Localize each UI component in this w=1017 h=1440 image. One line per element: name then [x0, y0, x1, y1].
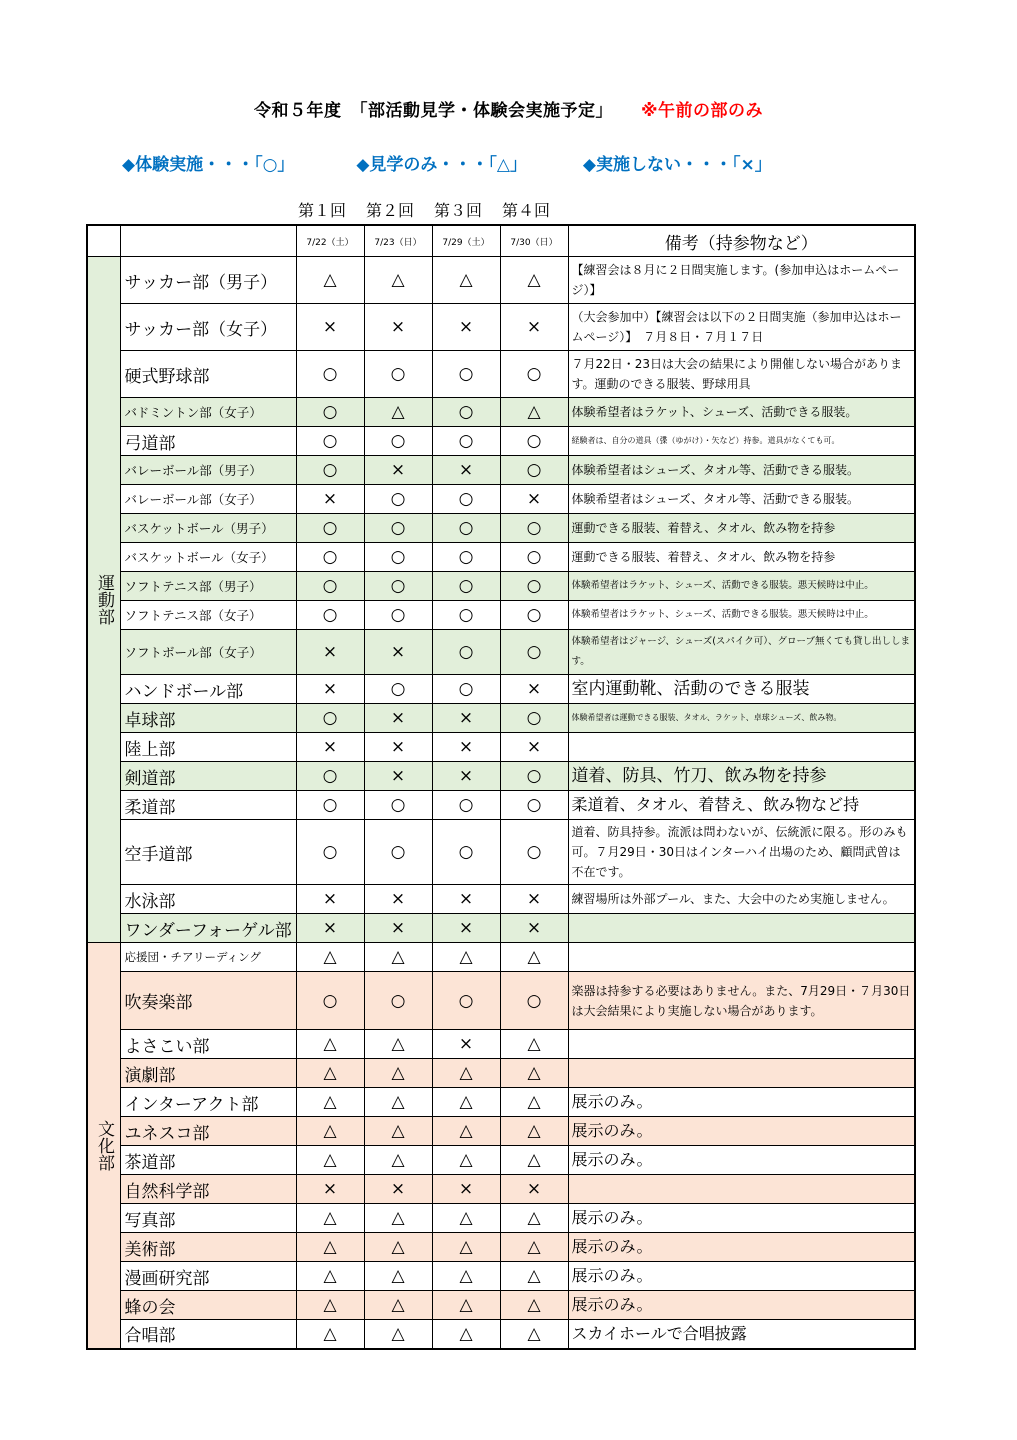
status-mark: ○	[500, 704, 568, 733]
status-mark: △	[364, 1088, 432, 1117]
table-row	[87, 398, 915, 427]
status-mark: ×	[432, 762, 500, 791]
status-mark: ○	[432, 820, 500, 885]
status-mark: ○	[364, 543, 432, 572]
status-mark: △	[500, 1059, 568, 1088]
status-mark: △	[296, 1291, 364, 1320]
table-row	[87, 427, 915, 456]
status-mark: △	[500, 943, 568, 972]
status-mark: △	[364, 1146, 432, 1175]
status-mark: ○	[432, 543, 500, 572]
table-row	[87, 543, 915, 572]
status-mark: ○	[500, 791, 568, 820]
club-name: 硬式野球部	[120, 351, 296, 398]
status-mark: △	[364, 1117, 432, 1146]
status-mark: △	[296, 1117, 364, 1146]
status-mark: ○	[432, 427, 500, 456]
status-mark: ○	[296, 456, 364, 485]
status-mark: ○	[500, 456, 568, 485]
status-mark: △	[364, 1262, 432, 1291]
club-name: 卓球部	[120, 704, 296, 733]
table-row	[87, 257, 915, 304]
status-mark: △	[296, 1146, 364, 1175]
status-mark: ○	[296, 762, 364, 791]
status-mark: ×	[500, 304, 568, 351]
status-mark: △	[432, 943, 500, 972]
status-mark: ×	[432, 304, 500, 351]
club-name: 空手道部	[120, 820, 296, 885]
status-mark: ×	[500, 485, 568, 514]
status-mark: ○	[296, 398, 364, 427]
status-mark: △	[500, 1030, 568, 1059]
round-label: 第２回	[366, 201, 415, 220]
club-name: バレーボール部（女子）	[120, 485, 296, 514]
status-mark: △	[432, 1262, 500, 1291]
status-mark: ○	[432, 675, 500, 704]
table-row	[87, 885, 915, 914]
table-row	[87, 762, 915, 791]
table-row	[87, 601, 915, 630]
status-mark: ○	[500, 572, 568, 601]
remarks-cell: 展示のみ。	[568, 1146, 915, 1175]
remarks-cell: 道着、防具持参。流派は問わないが、伝統派に限る。形のみも可。７月29日・30日はインターハイ出場のため、顧問武曽は不在です。	[568, 820, 915, 885]
remarks-cell: 展示のみ。	[568, 1117, 915, 1146]
club-name: 吹奏楽部	[120, 972, 296, 1030]
remarks-cell: 運動できる服装、着替え、タオル、飲み物を持参	[568, 514, 915, 543]
status-mark: ×	[432, 885, 500, 914]
status-mark: ○	[500, 427, 568, 456]
status-mark: ○	[364, 427, 432, 456]
club-name: ワンダーフォーゲル部	[120, 914, 296, 943]
status-mark: ○	[296, 427, 364, 456]
remarks-cell: 体験希望者はラケット、シューズ、活動できる服装。悪天候時は中止。	[568, 572, 915, 601]
status-mark: ○	[432, 630, 500, 675]
remarks-cell: 展示のみ。	[568, 1291, 915, 1320]
status-mark: ○	[364, 791, 432, 820]
status-mark: ×	[364, 704, 432, 733]
table-row	[87, 733, 915, 762]
status-mark: ×	[432, 1175, 500, 1204]
round-label: 第１回	[298, 201, 347, 220]
remarks-cell: 道着、防具、竹刀、飲み物を持参	[568, 762, 915, 791]
status-mark: ○	[432, 351, 500, 398]
status-mark: ○	[296, 972, 364, 1030]
status-mark: △	[364, 1320, 432, 1349]
status-mark: △	[432, 1146, 500, 1175]
table-row	[87, 1030, 915, 1059]
round-labels	[298, 198, 570, 221]
club-name: よさこい部	[120, 1030, 296, 1059]
status-mark: △	[364, 1059, 432, 1088]
status-mark: △	[296, 1030, 364, 1059]
club-name: バドミントン部（女子）	[120, 398, 296, 427]
status-mark: △	[500, 1146, 568, 1175]
table-row	[87, 1175, 915, 1204]
status-mark: ○	[432, 972, 500, 1030]
status-mark: ○	[432, 572, 500, 601]
table-row	[87, 630, 915, 675]
club-name: インターアクト部	[120, 1088, 296, 1117]
club-name: バレーボール部（男子）	[120, 456, 296, 485]
legend-observe: ◆見学のみ・・・「△」	[356, 155, 527, 175]
status-mark: △	[500, 1204, 568, 1233]
status-mark: ○	[364, 572, 432, 601]
remarks-cell: 柔道着、タオル、着替え、飲み物など持	[568, 791, 915, 820]
status-mark: ×	[296, 733, 364, 762]
club-name: ソフトテニス部（女子）	[120, 601, 296, 630]
status-mark: ×	[364, 456, 432, 485]
remarks-cell	[568, 733, 915, 762]
table-row	[87, 304, 915, 351]
remarks-cell: 展示のみ。	[568, 1204, 915, 1233]
status-mark: ×	[432, 704, 500, 733]
status-mark: ○	[500, 762, 568, 791]
table-row	[87, 1262, 915, 1291]
round-label: 第４回	[502, 201, 551, 220]
status-mark: △	[364, 398, 432, 427]
club-name: 陸上部	[120, 733, 296, 762]
status-mark: ×	[296, 914, 364, 943]
status-mark: △	[364, 943, 432, 972]
remarks-header: 備考（持参物など）	[568, 225, 915, 257]
status-mark: ○	[432, 485, 500, 514]
status-mark: △	[432, 1291, 500, 1320]
status-mark: ×	[296, 304, 364, 351]
table-row	[87, 1059, 915, 1088]
remarks-cell: 体験希望者はシューズ、タオル等、活動できる服装。	[568, 485, 915, 514]
remarks-cell: 体験希望者はラケット、シューズ、活動できる服装。悪天候時は中止。	[568, 601, 915, 630]
status-mark: △	[364, 257, 432, 304]
status-mark: ○	[296, 601, 364, 630]
status-mark: ○	[364, 675, 432, 704]
status-mark: △	[296, 1088, 364, 1117]
legend-none: ◆実施しない・・・「×」	[582, 155, 772, 175]
legend-experience: ◆体験実施・・・「○」	[122, 155, 295, 175]
status-mark: △	[500, 257, 568, 304]
page-title	[0, 96, 1017, 121]
table-row	[87, 704, 915, 733]
status-mark: △	[500, 1320, 568, 1349]
remarks-cell	[568, 943, 915, 972]
status-mark: ×	[364, 304, 432, 351]
status-mark: ○	[296, 704, 364, 733]
table-row	[87, 1117, 915, 1146]
table-row	[87, 1320, 915, 1349]
club-header-cell	[120, 225, 296, 257]
remarks-cell: 楽器は持参する必要はありません。また、7月29日・７月30日は大会結果により実施しない場合があります。	[568, 972, 915, 1030]
status-mark: △	[432, 1204, 500, 1233]
status-mark: ×	[296, 630, 364, 675]
club-name: バスケットボール（男子）	[120, 514, 296, 543]
status-mark: ○	[432, 398, 500, 427]
club-name: 柔道部	[120, 791, 296, 820]
status-mark: △	[500, 1291, 568, 1320]
remarks-cell: スカイホールで合唱披露	[568, 1320, 915, 1349]
club-name: 茶道部	[120, 1146, 296, 1175]
remarks-cell	[568, 1059, 915, 1088]
status-mark: ×	[296, 885, 364, 914]
table-row	[87, 572, 915, 601]
club-name: 自然科学部	[120, 1175, 296, 1204]
club-name: ソフトボール部（女子）	[120, 630, 296, 675]
club-name: 水泳部	[120, 885, 296, 914]
remarks-cell: 経験者は、自分の道具（弽（ゆがけ）・矢など）持参。道具がなくても可。	[568, 427, 915, 456]
club-name: 弓道部	[120, 427, 296, 456]
status-mark: △	[432, 1117, 500, 1146]
status-mark: △	[296, 1262, 364, 1291]
club-name: 応援団・チアリーディング	[120, 943, 296, 972]
status-mark: ×	[364, 733, 432, 762]
table-row	[87, 514, 915, 543]
status-mark: △	[364, 1204, 432, 1233]
title-note: ※午前の部のみ	[640, 101, 764, 121]
remarks-cell	[568, 914, 915, 943]
remarks-cell: 体験希望者は運動できる服装、タオル、ラケット、卓球シューズ、飲み物。	[568, 704, 915, 733]
table-row	[87, 791, 915, 820]
table-row	[87, 1291, 915, 1320]
status-mark: ○	[500, 820, 568, 885]
status-mark: ○	[364, 514, 432, 543]
status-mark: ×	[500, 914, 568, 943]
status-mark: △	[500, 1088, 568, 1117]
round-label: 第３回	[434, 201, 483, 220]
table-row	[87, 914, 915, 943]
table-row	[87, 1088, 915, 1117]
status-mark: ×	[296, 485, 364, 514]
status-mark: ×	[296, 1175, 364, 1204]
status-mark: ×	[364, 1175, 432, 1204]
status-mark: ○	[364, 351, 432, 398]
status-mark: ○	[296, 514, 364, 543]
status-mark: ○	[500, 630, 568, 675]
date-header: 7/30（日）	[500, 225, 568, 257]
status-mark: ○	[296, 351, 364, 398]
club-name: サッカー部（女子）	[120, 304, 296, 351]
status-mark: △	[364, 1233, 432, 1262]
status-mark: △	[364, 1291, 432, 1320]
status-mark: ○	[500, 601, 568, 630]
remarks-cell: 体験希望者はシューズ、タオル等、活動できる服装。	[568, 456, 915, 485]
status-mark: △	[432, 1088, 500, 1117]
remarks-cell: 【練習会は８月に２日間実施します。(参加申込はホームページ）】	[568, 257, 915, 304]
status-mark: ×	[500, 885, 568, 914]
status-mark: ○	[364, 820, 432, 885]
table-row	[87, 351, 915, 398]
status-mark: ○	[364, 972, 432, 1030]
remarks-cell: 運動できる服装、着替え、タオル、飲み物を持参	[568, 543, 915, 572]
status-mark: ○	[296, 572, 364, 601]
table-row	[87, 972, 915, 1030]
club-name: 漫画研究部	[120, 1262, 296, 1291]
legend	[122, 150, 772, 175]
category-cell-culture	[87, 943, 120, 1349]
status-mark: △	[364, 1030, 432, 1059]
club-name: 合唱部	[120, 1320, 296, 1349]
club-name: サッカー部（男子）	[120, 257, 296, 304]
status-mark: △	[296, 257, 364, 304]
status-mark: ○	[432, 514, 500, 543]
table-row	[87, 820, 915, 885]
club-name: 剣道部	[120, 762, 296, 791]
status-mark: ×	[364, 885, 432, 914]
status-mark: ○	[500, 972, 568, 1030]
club-name: ハンドボール部	[120, 675, 296, 704]
date-header: 7/22（土）	[296, 225, 364, 257]
status-mark: ×	[364, 914, 432, 943]
status-mark: ×	[500, 1175, 568, 1204]
remarks-cell: 室内運動靴、活動のできる服装	[568, 675, 915, 704]
status-mark: △	[432, 257, 500, 304]
category-label: 運動部	[94, 574, 114, 625]
table-row	[87, 943, 915, 972]
status-mark: △	[296, 1204, 364, 1233]
status-mark: ×	[432, 1030, 500, 1059]
remarks-cell: 展示のみ。	[568, 1233, 915, 1262]
status-mark: △	[296, 943, 364, 972]
header-row	[87, 225, 915, 257]
table-row	[87, 1146, 915, 1175]
status-mark: △	[500, 1233, 568, 1262]
club-name: ソフトテニス部（男子）	[120, 572, 296, 601]
status-mark: ×	[432, 456, 500, 485]
table-row	[87, 1233, 915, 1262]
club-name: 蜂の会	[120, 1291, 296, 1320]
club-name: 美術部	[120, 1233, 296, 1262]
date-header: 7/23（日）	[364, 225, 432, 257]
status-mark: ○	[500, 351, 568, 398]
status-mark: ×	[364, 762, 432, 791]
status-mark: △	[432, 1059, 500, 1088]
status-mark: ×	[364, 630, 432, 675]
status-mark: △	[296, 1320, 364, 1349]
status-mark: △	[296, 1233, 364, 1262]
status-mark: ○	[432, 791, 500, 820]
remarks-cell: 展示のみ。	[568, 1088, 915, 1117]
schedule-table	[86, 224, 916, 1350]
remarks-cell	[568, 1175, 915, 1204]
status-mark: △	[500, 1117, 568, 1146]
status-mark: ×	[432, 914, 500, 943]
status-mark: ○	[500, 514, 568, 543]
status-mark: △	[500, 1262, 568, 1291]
status-mark: ○	[432, 601, 500, 630]
table-row	[87, 675, 915, 704]
remarks-cell: 展示のみ。	[568, 1262, 915, 1291]
table-row	[87, 485, 915, 514]
status-mark: ×	[296, 675, 364, 704]
status-mark: △	[432, 1320, 500, 1349]
status-mark: △	[432, 1233, 500, 1262]
remarks-cell: 体験希望者はジャージ、シューズ(スパイク可）、グローブ無くても貸し出しします。	[568, 630, 915, 675]
status-mark: ○	[296, 543, 364, 572]
corner-cell	[87, 225, 120, 257]
status-mark: ○	[296, 791, 364, 820]
status-mark: △	[500, 398, 568, 427]
date-header: 7/29（土）	[432, 225, 500, 257]
status-mark: △	[296, 1059, 364, 1088]
club-name: 演劇部	[120, 1059, 296, 1088]
club-name: ユネスコ部	[120, 1117, 296, 1146]
remarks-cell: 練習場所は外部プール、また、大会中のため実施しません。	[568, 885, 915, 914]
title-main: 令和５年度 「部活動見学・体験会実施予定」	[253, 101, 613, 121]
remarks-cell	[568, 1030, 915, 1059]
category-cell-sports	[87, 257, 120, 943]
table-row	[87, 456, 915, 485]
category-label: 文化部	[94, 1119, 114, 1171]
club-name: 写真部	[120, 1204, 296, 1233]
status-mark: ○	[364, 601, 432, 630]
status-mark: ×	[500, 733, 568, 762]
club-name: バスケットボール（女子）	[120, 543, 296, 572]
status-mark: ×	[432, 733, 500, 762]
remarks-cell: ７月22日・23日は大会の結果により開催しない場合があります。運動のできる服装、野球用具	[568, 351, 915, 398]
table-row	[87, 1204, 915, 1233]
status-mark: ○	[500, 543, 568, 572]
remarks-cell: （大会参加中）【練習会は以下の２日間実施（参加申込はホームページ）】 ７月８日・７月１７日	[568, 304, 915, 351]
status-mark: ○	[364, 485, 432, 514]
remarks-cell: 体験希望者はラケット、シューズ、活動できる服装。	[568, 398, 915, 427]
status-mark: ×	[500, 675, 568, 704]
status-mark: ○	[296, 820, 364, 885]
